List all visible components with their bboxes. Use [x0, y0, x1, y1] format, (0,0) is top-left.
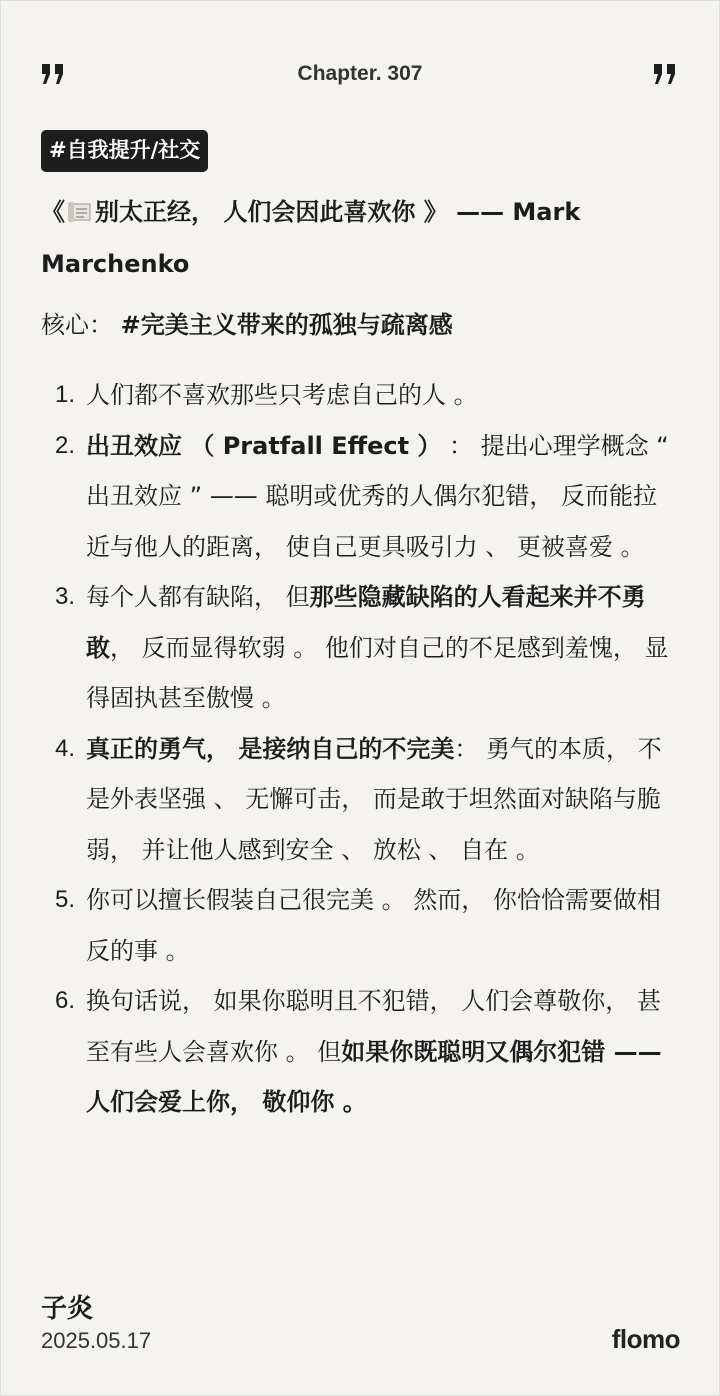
list-item [41, 421, 680, 573]
title-text: 别太正经， 人们会因此喜欢你 》 —— Mark Marchenko [41, 198, 581, 278]
list-item-number: 3. [55, 583, 76, 610]
list-item-text: 每个人都有缺陷， 但 [86, 583, 310, 611]
title-open-bracket: 《 [41, 198, 65, 226]
list-item-text: ： 提出心理学概念 “ 出丑效应 ” —— 聪明或优秀的人偶尔犯错， 反而能拉近与他人的距离， 使自己更具吸引力 、 更被喜爱 。 [86, 431, 669, 561]
list-item-text: 换句话说， 如果你聪明且不犯错， 人们会尊敬你， 甚至有些人会喜欢你 。 但 [86, 987, 661, 1066]
card-header [40, 56, 680, 94]
list-item-number: 4. [55, 734, 76, 762]
list-item-text: ， 反而显得软弱 。 他们对自己的不足感到羞愧， 显得固执甚至傲慢 。 [86, 633, 669, 712]
chapter-label: Chapter. 307 [297, 62, 423, 85]
scroll-icon [67, 201, 93, 223]
close-quote-icon [652, 60, 680, 88]
card-content [41, 130, 680, 1128]
core-label: 核心： [41, 311, 113, 339]
list-item-bold-text: 那些隐藏缺陷的人看起来并不勇敢 [86, 583, 646, 662]
author-name: 子炎 [41, 1294, 94, 1324]
core-hashtag[interactable]: #完美主义带来的孤独与疏离感 [120, 311, 453, 339]
topic-tag[interactable]: #自我提升/社交 [41, 130, 208, 172]
list-item-text: 人们都不喜欢那些只考虑自己的人 。 [86, 381, 478, 409]
list-item-bold-text: 出丑效应 （ Pratfall Effect ） [86, 431, 442, 460]
list-item-number: 5. [55, 886, 76, 913]
points-list [41, 370, 680, 1128]
core-line [41, 300, 680, 350]
list-item [41, 875, 680, 976]
brand-logo: flomo [611, 1324, 680, 1354]
list-item-text: 你可以擅长假装自己很完美 。 然而， 你恰恰需要做相反的事 。 [86, 886, 661, 965]
list-item-number: 6. [55, 987, 76, 1014]
list-item-number: 1. [55, 381, 76, 408]
list-item-text: ： 勇气的本质， 不是外表坚强 、 无懈可击， 而是敢于坦然面对缺陷与脆弱， 并让他人感到安全 、 放松 、 自在 。 [86, 734, 662, 864]
list-item-bold-text: 真正的勇气， 是接纳自己的不完美 [86, 734, 455, 763]
book-title [41, 186, 680, 290]
list-item [41, 724, 680, 876]
list-item [41, 976, 680, 1128]
list-item [41, 370, 680, 421]
list-item-bold-text: 如果你既聪明又偶尔犯错 —— 人们会爱上你， 敬仰你 。 [86, 1037, 662, 1116]
list-item [41, 572, 680, 724]
list-item-number: 2. [55, 431, 76, 459]
note-date: 2025.05.17 [41, 1328, 152, 1353]
